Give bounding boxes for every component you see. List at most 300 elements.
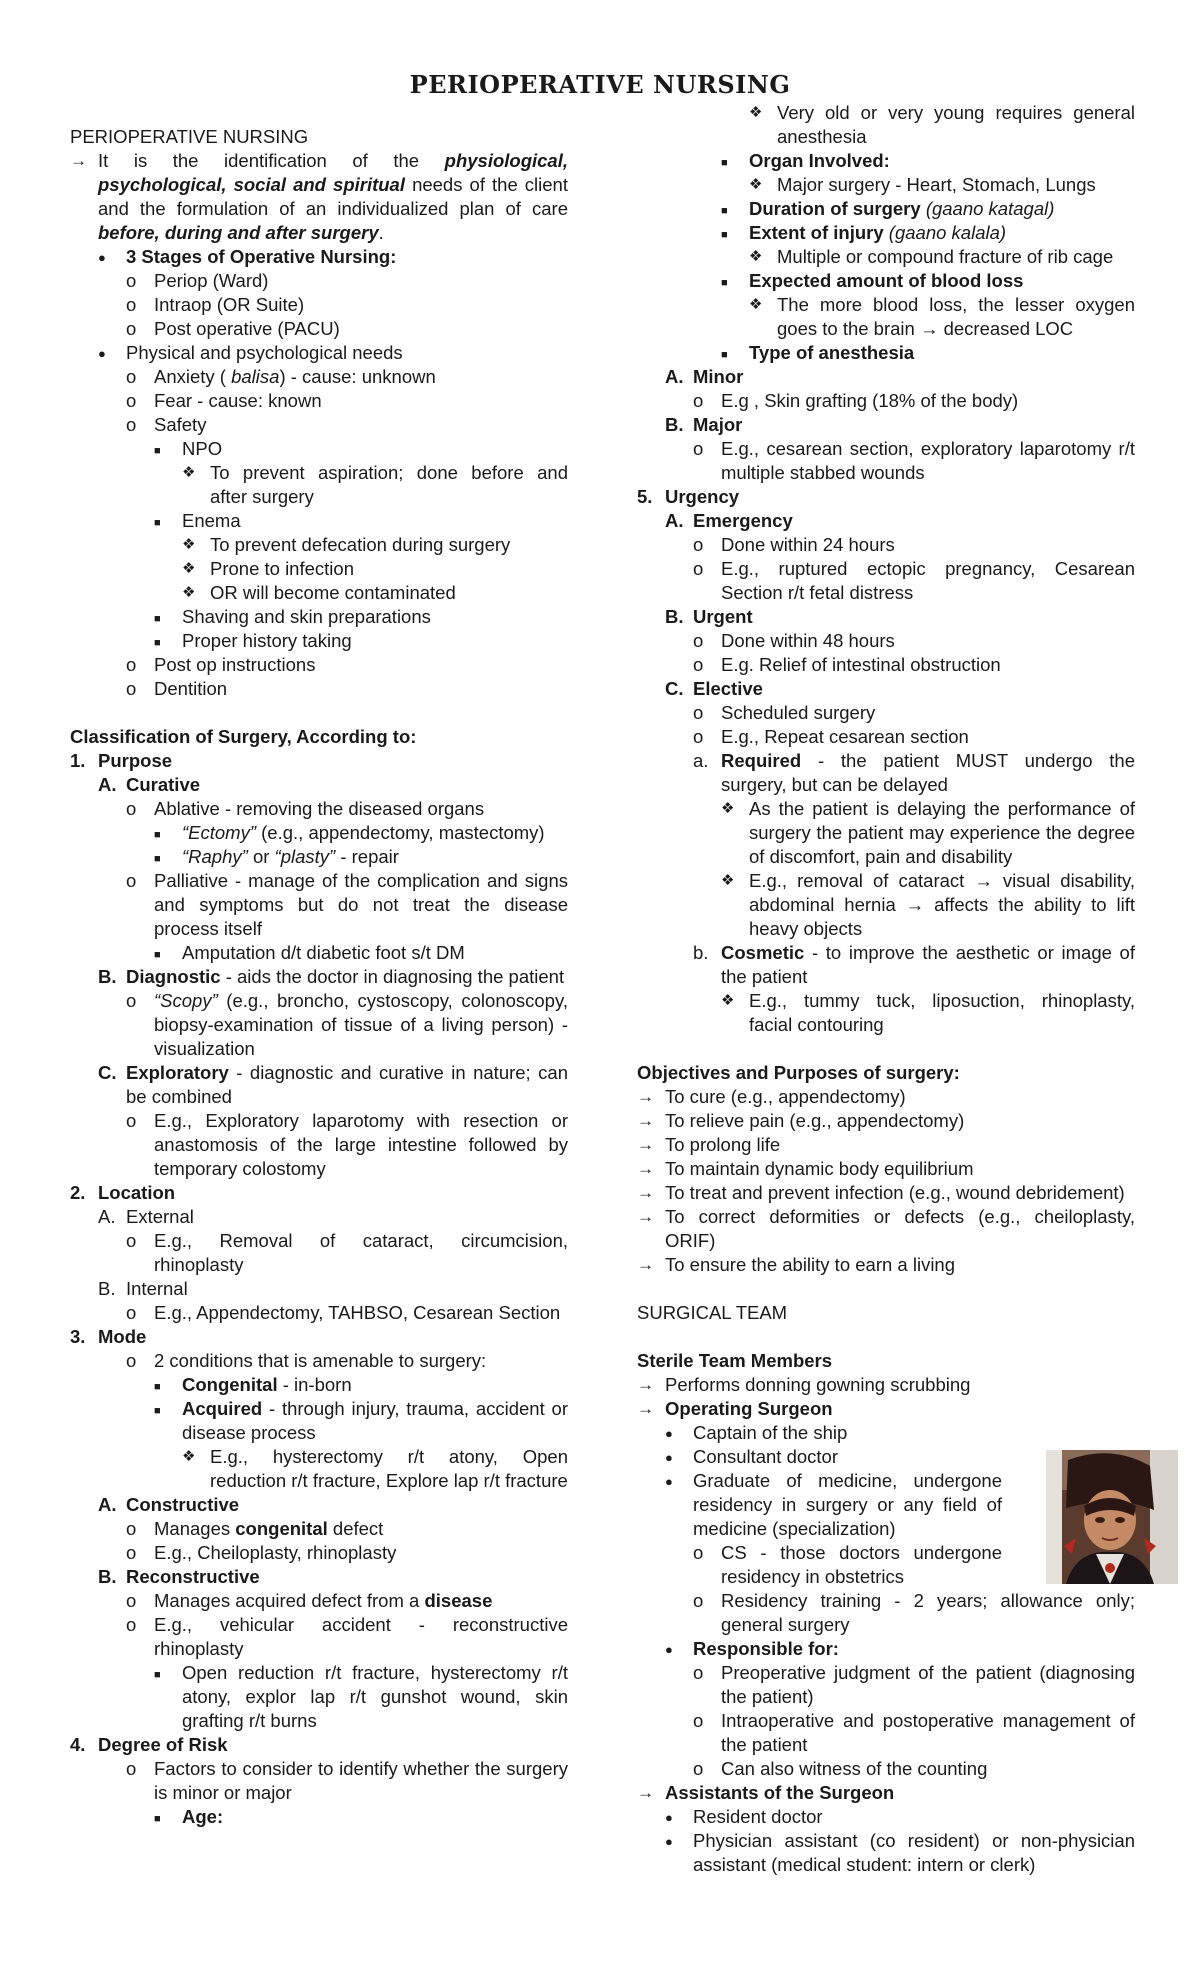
square-bullet-icon: ■ [721, 205, 728, 217]
outline-item [637, 1109, 1135, 1133]
outline-item [637, 677, 1135, 701]
text-run: E.g., Exploratory laparotomy with resection or anastomosis of the large intestine followed by temporary colostomy [154, 1110, 568, 1179]
outline-item [70, 773, 568, 797]
arrow-icon: → [637, 1375, 654, 1394]
emphasis-text: Exploratory [126, 1062, 229, 1083]
outline-item [70, 653, 568, 677]
outline-item [637, 629, 1135, 653]
text-run: defect [327, 1518, 384, 1539]
outline-item [637, 1181, 1135, 1205]
arrow-icon: → [637, 1255, 654, 1274]
emphasis-text: Expected amount of blood loss [749, 270, 1024, 291]
outline-item [70, 1349, 568, 1373]
text-run: 2 conditions that is amenable to surgery: [154, 1350, 487, 1371]
square-bullet-icon: ■ [154, 445, 161, 457]
list-marker: b. [693, 942, 709, 963]
square-bullet-icon: ■ [721, 229, 728, 241]
text-run: Manages [154, 1518, 236, 1539]
arrow-icon: → [637, 1087, 654, 1106]
outline-item [637, 989, 1135, 1037]
emphasis-text: Sterile Team Members [637, 1350, 833, 1371]
outline-item [70, 413, 568, 437]
outline-item [637, 1805, 1135, 1829]
text-run: Factors to consider to identify whether the surgery is minor or major [154, 1758, 568, 1803]
outline-item [70, 1661, 568, 1733]
text-run: Intraoperative and postoperative management of the patient [721, 1710, 1135, 1755]
outline-item [70, 1733, 568, 1757]
text-run: To ensure the ability to earn a living [665, 1254, 956, 1275]
outline-item [70, 1613, 568, 1661]
section-heading [70, 725, 568, 749]
outline-item [70, 509, 568, 533]
text-run: Internal [126, 1278, 188, 1299]
arrow-icon: → [637, 1399, 654, 1418]
text-run: E.g., Cheiloplasty, rhinoplasty [154, 1542, 397, 1563]
circle-bullet-icon: o [126, 1350, 137, 1371]
emphasis-text: (gaano katagal) [925, 198, 1055, 219]
diamond-bullet-icon: ❖ [182, 536, 196, 553]
diamond-bullet-icon: ❖ [749, 104, 763, 121]
emphasis-text: Responsible for: [693, 1638, 839, 1659]
bullet-icon: ● [98, 346, 106, 361]
outline-item [637, 533, 1135, 557]
outline-item [637, 557, 1135, 605]
text-run: E.g., Repeat cesarean section [721, 726, 969, 747]
circle-bullet-icon: o [126, 870, 137, 891]
outline-item [637, 341, 1135, 365]
arrow-icon: → [637, 1207, 654, 1226]
circle-bullet-icon: o [693, 702, 704, 723]
text-run: Manages acquired defect from a [154, 1590, 425, 1611]
text-run: - aids the doctor in diagnosing the patient [220, 966, 565, 987]
text-run: E.g., hysterectomy r/t atony, Open reduction r/t fracture, Explore lap r/t fracture [210, 1446, 568, 1491]
text-run: - the patient MUST undergo the surgery, but can be delayed [721, 750, 1135, 795]
emphasis-text: “Scopy” [154, 990, 218, 1011]
text-run: E.g., ruptured ectopic pregnancy, Cesarean Section r/t fetal distress [721, 558, 1135, 603]
diamond-bullet-icon: ❖ [721, 992, 735, 1009]
emphasis-text: (gaano kalala) [888, 222, 1007, 243]
outline-item [637, 293, 1135, 341]
text-run: ) - cause: unknown [279, 366, 436, 387]
text-run: Intraop (OR Suite) [154, 294, 305, 315]
text-run: CS - those doctors undergone residency in obstetrics [721, 1542, 1002, 1587]
blank-line [637, 1277, 1135, 1301]
emphasis-text: Curative [126, 774, 201, 795]
text-run: . [378, 222, 384, 243]
text-run: Resident doctor [693, 1806, 823, 1827]
outline-item [70, 1589, 568, 1613]
text-run: Can also witness of the counting [721, 1758, 988, 1779]
section-heading [637, 1301, 1135, 1325]
emphasis-text: congenital [235, 1518, 328, 1539]
outline-item [70, 1325, 568, 1349]
outline-item [70, 605, 568, 629]
right-column [637, 101, 1135, 1877]
outline-item [637, 605, 1135, 629]
outline-item [637, 725, 1135, 749]
outline-item [637, 1757, 1135, 1781]
emphasis-text: Classification of Surgery, According to: [70, 726, 417, 747]
text-run: Captain of the ship [693, 1422, 848, 1443]
outline-item [637, 413, 1135, 437]
list-marker: C. [665, 678, 684, 699]
emphasis-text: Reconstructive [126, 1566, 260, 1587]
bullet-icon: ● [665, 1834, 673, 1849]
outline-item [70, 629, 568, 653]
circle-bullet-icon: o [126, 1590, 137, 1611]
text-run: Shaving and skin preparations [182, 606, 431, 627]
blank-line [637, 1037, 1135, 1061]
emphasis-text: Mode [98, 1326, 147, 1347]
text-run: To prevent aspiration; done before and after surgery [210, 462, 568, 507]
outline-item [70, 1181, 568, 1205]
circle-bullet-icon: o [126, 1518, 137, 1539]
list-marker: B. [98, 966, 117, 987]
list-marker: 4. [70, 1734, 86, 1755]
blank-line [70, 701, 568, 725]
text-run: The more blood loss, the lesser oxygen goes to the brain → decreased LOC [777, 294, 1135, 339]
emphasis-text: Major [693, 414, 743, 435]
square-bullet-icon: ■ [154, 829, 161, 841]
text-run: As the patient is delaying the performance of surgery the patient may experience the degree of discomfort, pain and disability [749, 798, 1135, 867]
text-run: Post op instructions [154, 654, 316, 675]
text-run: Done within 24 hours [721, 534, 895, 555]
emphasis-text: Emergency [693, 510, 793, 531]
arrow-icon: → [70, 151, 87, 170]
circle-bullet-icon: o [693, 1758, 704, 1779]
emphasis-text: Congenital [182, 1374, 278, 1395]
outline-item [637, 1397, 1135, 1421]
circle-bullet-icon: o [126, 390, 137, 411]
outline-item [637, 485, 1135, 509]
outline-item [70, 1565, 568, 1589]
outline-item [70, 821, 568, 845]
text-run: E.g., removal of cataract → visual disability, abdominal hernia → affects the ability to lift heavy objects [749, 870, 1135, 939]
outline-item [637, 701, 1135, 725]
text-run: Dentition [154, 678, 228, 699]
bullet-icon: ● [665, 1810, 673, 1825]
outline-item [70, 437, 568, 461]
text-run: Open reduction r/t fracture, hysterectomy r/t atony, explor lap r/t gunshot wound, skin grafting r/t burns [182, 1662, 568, 1731]
text-run: - in-born [277, 1374, 352, 1395]
outline-item [70, 845, 568, 869]
outline-item [637, 1205, 1135, 1253]
outline-item [70, 1205, 568, 1229]
outline-item [637, 245, 1135, 269]
circle-bullet-icon: o [693, 1542, 704, 1563]
text-run: - through injury, trauma, accident or disease process [182, 1398, 568, 1443]
diamond-bullet-icon: ❖ [749, 296, 763, 313]
outline-item [70, 869, 568, 941]
circle-bullet-icon: o [126, 990, 137, 1011]
text-run: Safety [154, 414, 207, 435]
square-bullet-icon: ■ [154, 1813, 161, 1825]
text-run: Residency training - 2 years; allowance only; general surgery [721, 1590, 1135, 1635]
text-run: Performs donning gowning scrubbing [665, 1374, 971, 1395]
bullet-icon: ● [665, 1642, 673, 1657]
square-bullet-icon: ■ [154, 1405, 161, 1417]
circle-bullet-icon: o [693, 534, 704, 555]
text-run: SURGICAL TEAM [637, 1302, 788, 1323]
list-marker: 3. [70, 1326, 86, 1347]
text-run: To correct deformities or defects (e.g., cheiloplasty, ORIF) [665, 1206, 1135, 1251]
circle-bullet-icon: o [693, 654, 704, 675]
outline-item [70, 149, 568, 245]
text-run: or [247, 846, 275, 867]
circle-bullet-icon: o [126, 1302, 137, 1323]
emphasis-text: Diagnostic [126, 966, 221, 987]
emphasis-text: “plasty” [274, 846, 336, 867]
outline-item [637, 437, 1135, 485]
list-marker: 1. [70, 750, 86, 771]
outline-item [637, 149, 1135, 173]
outline-item [637, 1469, 1002, 1541]
outline-item [70, 365, 568, 389]
outline-item [637, 1373, 1135, 1397]
outline-item [637, 1133, 1135, 1157]
text-run: NPO [182, 438, 223, 459]
outline-item [637, 1253, 1135, 1277]
diamond-bullet-icon: ❖ [182, 560, 196, 577]
outline-item [637, 389, 1135, 413]
emphasis-text: Location [98, 1182, 176, 1203]
emphasis-text: Operating Surgeon [665, 1398, 833, 1419]
text-run: E.g., vehicular accident - reconstructive rhinoplasty [154, 1614, 568, 1659]
circle-bullet-icon: o [126, 1758, 137, 1779]
square-bullet-icon: ■ [154, 613, 161, 625]
outline-item [637, 173, 1135, 197]
outline-item [70, 1061, 568, 1109]
bullet-icon: ● [665, 1474, 673, 1489]
outline-item [70, 965, 568, 989]
outline-item [70, 269, 568, 293]
emphasis-text: Constructive [126, 1494, 240, 1515]
text-run: OR will become contaminated [210, 582, 456, 603]
outline-item [637, 1661, 1135, 1709]
outline-item [70, 1757, 568, 1805]
list-marker: A. [665, 510, 684, 531]
outline-item [637, 653, 1135, 677]
list-marker: A. [98, 1494, 117, 1515]
arrow-icon: → [637, 1783, 654, 1802]
circle-bullet-icon: o [126, 270, 137, 291]
diamond-bullet-icon: ❖ [749, 248, 763, 265]
square-bullet-icon: ■ [721, 277, 728, 289]
list-marker: A. [665, 366, 684, 387]
illustration-image [1046, 1450, 1178, 1584]
outline-item [637, 1829, 1135, 1877]
outline-item [637, 1709, 1135, 1757]
text-run: Physical and psychological needs [126, 342, 403, 363]
circle-bullet-icon: o [126, 1614, 137, 1635]
bullet-icon: ● [665, 1450, 673, 1465]
circle-bullet-icon: o [693, 558, 704, 579]
emphasis-text: Age: [182, 1806, 224, 1827]
section-heading [637, 1349, 1135, 1373]
circle-bullet-icon: o [126, 294, 137, 315]
diamond-bullet-icon: ❖ [749, 176, 763, 193]
outline-item [637, 269, 1135, 293]
circle-bullet-icon: o [126, 318, 137, 339]
text-run: (e.g., broncho, cystoscopy, colonoscopy, biopsy-examination of tissue of a living person) - visualization [154, 990, 568, 1059]
square-bullet-icon: ■ [154, 853, 161, 865]
square-bullet-icon: ■ [721, 157, 728, 169]
text-run: To relieve pain (e.g., appendectomy) [665, 1110, 965, 1131]
emphasis-text: Organ Involved: [749, 150, 890, 171]
text-run: Proper history taking [182, 630, 352, 651]
text-run: Very old or very young requires general anesthesia [777, 102, 1135, 147]
text-run: E.g., tummy tuck, liposuction, rhinoplasty, facial contouring [749, 990, 1135, 1035]
text-run: Anxiety ( [154, 366, 226, 387]
list-marker: A. [98, 1206, 116, 1227]
page-title: PERIOPERATIVE NURSING [409, 70, 791, 99]
emphasis-text: 3 Stages of Operative Nursing: [126, 246, 397, 267]
text-run: Enema [182, 510, 241, 531]
outline-item [70, 1277, 568, 1301]
outline-item [70, 797, 568, 821]
square-bullet-icon: ■ [721, 349, 728, 361]
emphasis-text: Required [721, 750, 802, 771]
circle-bullet-icon: o [693, 630, 704, 651]
text-run: Palliative - manage of the complication and signs and symptoms but do not treat the disease process itself [154, 870, 568, 939]
text-run: Physician assistant (co resident) or non-physician assistant (medical student: intern or clerk) [693, 1830, 1135, 1875]
outline-item [637, 869, 1135, 941]
outline-item [70, 1517, 568, 1541]
outline-item [70, 989, 568, 1061]
text-run: Post operative (PACU) [154, 318, 340, 339]
outline-item [637, 365, 1135, 389]
arrow-icon: → [637, 1183, 654, 1202]
text-run: Preoperative judgment of the patient (diagnosing the patient) [721, 1662, 1135, 1707]
outline-item [637, 941, 1135, 989]
square-bullet-icon: ■ [154, 949, 161, 961]
diamond-bullet-icon: ❖ [182, 1448, 196, 1465]
section-heading [637, 1061, 1135, 1085]
square-bullet-icon: ■ [154, 517, 161, 529]
emphasis-text: Cosmetic [721, 942, 805, 963]
outline-item [637, 1421, 1135, 1445]
circle-bullet-icon: o [126, 678, 137, 699]
circle-bullet-icon: o [693, 390, 704, 411]
emphasis-text: balisa [231, 366, 280, 387]
text-run: Scheduled surgery [721, 702, 876, 723]
outline-item [70, 749, 568, 773]
list-marker: 5. [637, 486, 653, 507]
text-run: To prolong life [665, 1134, 781, 1155]
list-marker: B. [98, 1566, 117, 1587]
text-run: It is the identification of the [98, 150, 445, 171]
outline-item [637, 1157, 1135, 1181]
square-bullet-icon: ■ [154, 1669, 161, 1681]
bullet-icon: ● [665, 1426, 673, 1441]
emphasis-text: Acquired [182, 1398, 263, 1419]
outline-item [70, 1493, 568, 1517]
outline-item [70, 941, 568, 965]
text-run: Multiple or compound fracture of rib cage [777, 246, 1114, 267]
emphasis-text: Objectives and Purposes of surgery: [637, 1062, 960, 1083]
arrow-icon: → [637, 1135, 654, 1154]
text-run: Prone to infection [210, 558, 354, 579]
list-marker: B. [665, 414, 684, 435]
outline-item [70, 317, 568, 341]
circle-bullet-icon: o [693, 1662, 704, 1683]
outline-item [70, 1373, 568, 1397]
outline-item [70, 1301, 568, 1325]
outline-item [70, 293, 568, 317]
circle-bullet-icon: o [126, 798, 137, 819]
emphasis-text: Duration of surgery [749, 198, 921, 219]
text-run: To treat and prevent infection (e.g., wound debridement) [665, 1182, 1125, 1203]
outline-item [637, 197, 1135, 221]
text-run: needs of the client and the formulation of an individualized plan of care [98, 174, 568, 219]
circle-bullet-icon: o [126, 654, 137, 675]
outline-item [70, 557, 568, 581]
outline-item [637, 509, 1135, 533]
list-marker: 2. [70, 1182, 86, 1203]
circle-bullet-icon: o [126, 366, 137, 387]
circle-bullet-icon: o [126, 1110, 137, 1131]
emphasis-text: Type of anesthesia [749, 342, 915, 363]
outline-item [637, 221, 1135, 245]
outline-item [70, 341, 568, 365]
square-bullet-icon: ■ [154, 1381, 161, 1393]
outline-item [637, 749, 1135, 797]
arrow-icon: → [637, 1159, 654, 1178]
list-marker: a. [693, 750, 709, 771]
circle-bullet-icon: o [126, 414, 137, 435]
emphasis-text: Purpose [98, 750, 173, 771]
list-marker: B. [665, 606, 684, 627]
outline-item [70, 677, 568, 701]
emphasis-text: “Ectomy” [182, 822, 256, 843]
outline-item [70, 461, 568, 509]
text-run: To cure (e.g., appendectomy) [665, 1086, 906, 1107]
blank-line [637, 1325, 1135, 1349]
text-run: - diagnostic and curative in nature; can be combined [126, 1062, 568, 1107]
emphasis-text: Extent of injury [749, 222, 884, 243]
outline-item [70, 1541, 568, 1565]
circle-bullet-icon: o [126, 1230, 137, 1251]
arrow-icon: → [637, 1111, 654, 1130]
text-run: E.g., cesarean section, exploratory laparotomy r/t multiple stabbed wounds [721, 438, 1135, 483]
text-run: - repair [335, 846, 399, 867]
outline-item [70, 533, 568, 557]
outline-item [70, 389, 568, 413]
text-run: - to improve the aesthetic or image of the patient [721, 942, 1135, 987]
text-run: Graduate of medicine, undergone residency in surgery or any field of medicine (specialization) [693, 1470, 1002, 1539]
text-run: E.g. Relief of intestinal obstruction [721, 654, 1001, 675]
diamond-bullet-icon: ❖ [721, 800, 735, 817]
text-run: E.g., Appendectomy, TAHBSO, Cesarean Section [154, 1302, 561, 1323]
text-run: To maintain dynamic body equilibrium [665, 1158, 974, 1179]
outline-item [637, 1781, 1135, 1805]
outline-item [637, 1637, 1135, 1661]
text-run: Consultant doctor [693, 1446, 839, 1467]
diamond-bullet-icon: ❖ [721, 872, 735, 889]
text-run: Done within 48 hours [721, 630, 895, 651]
emphasis-text: Assistants of the Surgeon [665, 1782, 895, 1803]
emphasis-text: disease [424, 1590, 493, 1611]
list-marker: C. [98, 1062, 117, 1083]
outline-item [70, 245, 568, 269]
section-heading [70, 125, 568, 149]
emphasis-text: Urgency [665, 486, 740, 507]
square-bullet-icon: ■ [154, 637, 161, 649]
text-run: E.g., Removal of cataract, circumcision, rhinoplasty [154, 1230, 568, 1275]
outline-item [637, 1085, 1135, 1109]
left-column [70, 125, 568, 1829]
text-run: Ablative - removing the diseased organs [154, 798, 485, 819]
